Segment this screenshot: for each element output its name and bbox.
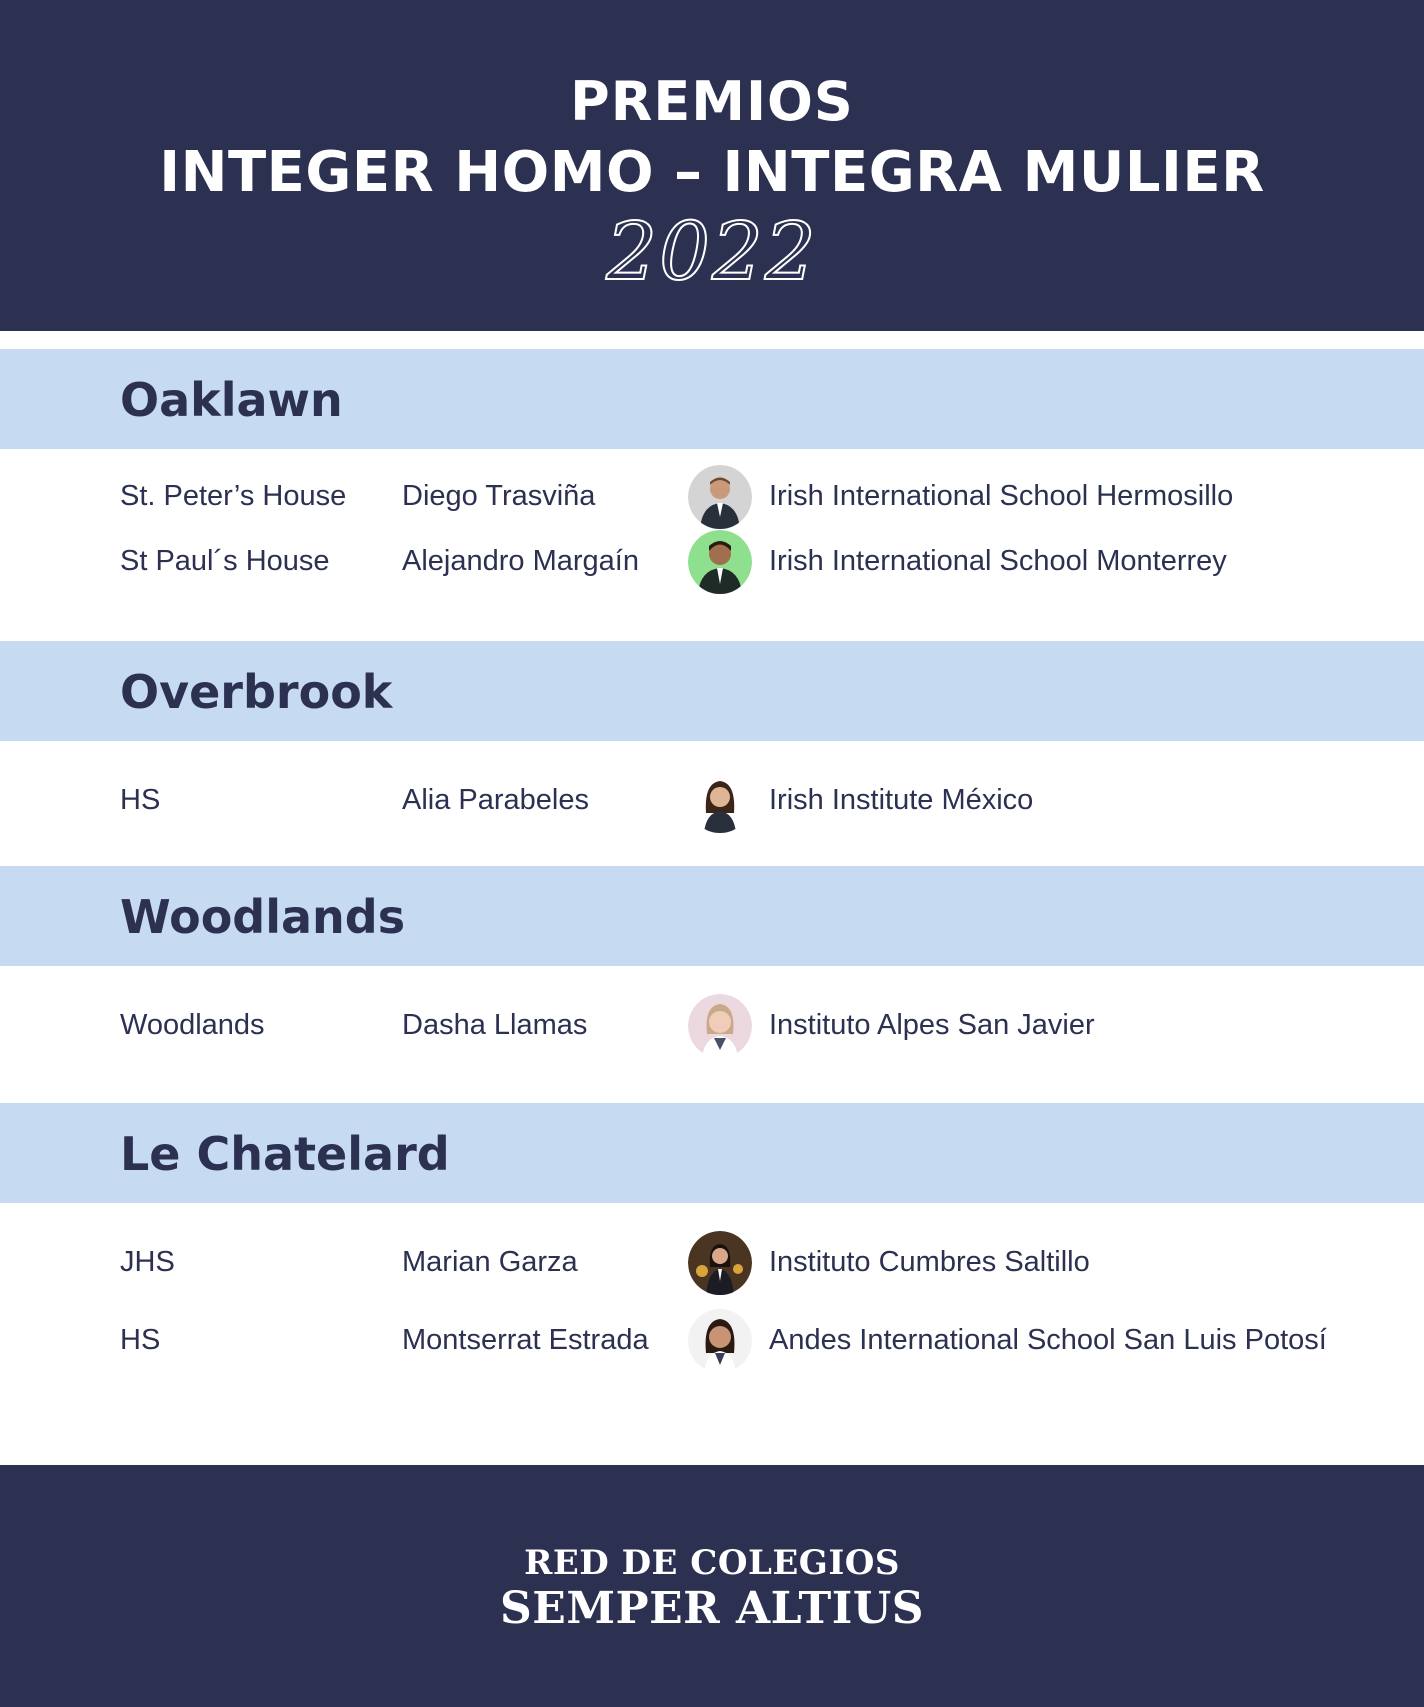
winner-name: Alejandro Margaín <box>402 545 639 577</box>
student-photo-boy <box>688 530 752 594</box>
winner-row <box>0 463 1424 529</box>
section-band-oaklawn <box>0 349 1424 449</box>
header-banner <box>0 0 1424 331</box>
winner-school: Irish Institute México <box>769 784 1034 816</box>
winner-name: Diego Trasviña <box>402 480 596 512</box>
footer-network-label: RED DE COLEGIOS <box>524 1543 900 1583</box>
winner-house: HS <box>120 784 161 816</box>
winner-name: Alia Parabeles <box>402 784 589 816</box>
winner-row <box>0 1229 1424 1295</box>
student-photo-girl <box>688 1231 752 1295</box>
winner-school: Irish International School Hermosillo <box>769 480 1234 512</box>
section-band-woodlands <box>0 866 1424 966</box>
student-photo-girl <box>688 769 752 833</box>
section-title: Overbrook <box>120 665 393 719</box>
winner-house: St Paul´s House <box>120 545 330 577</box>
winner-row <box>0 992 1424 1058</box>
section-title: Le Chatelard <box>120 1127 450 1181</box>
winner-row <box>0 767 1424 833</box>
footer-banner <box>0 1465 1424 1707</box>
winner-house: Woodlands <box>120 1009 265 1041</box>
section-title: Oaklawn <box>120 373 343 427</box>
winner-row <box>0 528 1424 594</box>
winner-school: Andes International School San Luis Potosí <box>769 1324 1327 1356</box>
winner-name: Montserrat Estrada <box>402 1324 649 1356</box>
header-year: 2022 <box>606 205 818 298</box>
section-band-le-chatelard <box>0 1103 1424 1203</box>
student-photo-boy <box>688 465 752 529</box>
student-photo-girl <box>688 1309 752 1373</box>
winner-school: Instituto Cumbres Saltillo <box>769 1246 1090 1278</box>
section-title: Woodlands <box>120 890 406 944</box>
winner-house: HS <box>120 1324 161 1356</box>
section-band-overbrook <box>0 641 1424 741</box>
student-photo-girl <box>688 994 752 1058</box>
winner-school: Instituto Alpes San Javier <box>769 1009 1095 1041</box>
header-title-award: INTEGER HOMO – INTEGRA MULIER <box>159 140 1265 205</box>
winner-name: Dasha Llamas <box>402 1009 588 1041</box>
header-title-premios: PREMIOS <box>570 70 854 133</box>
footer-brand-name: SEMPER ALTIUS <box>500 1583 924 1634</box>
winner-house: St. Peter’s House <box>120 480 347 512</box>
winner-row <box>0 1307 1424 1373</box>
winner-house: JHS <box>120 1246 175 1278</box>
winner-name: Marian Garza <box>402 1246 578 1278</box>
winner-school: Irish International School Monterrey <box>769 545 1227 577</box>
